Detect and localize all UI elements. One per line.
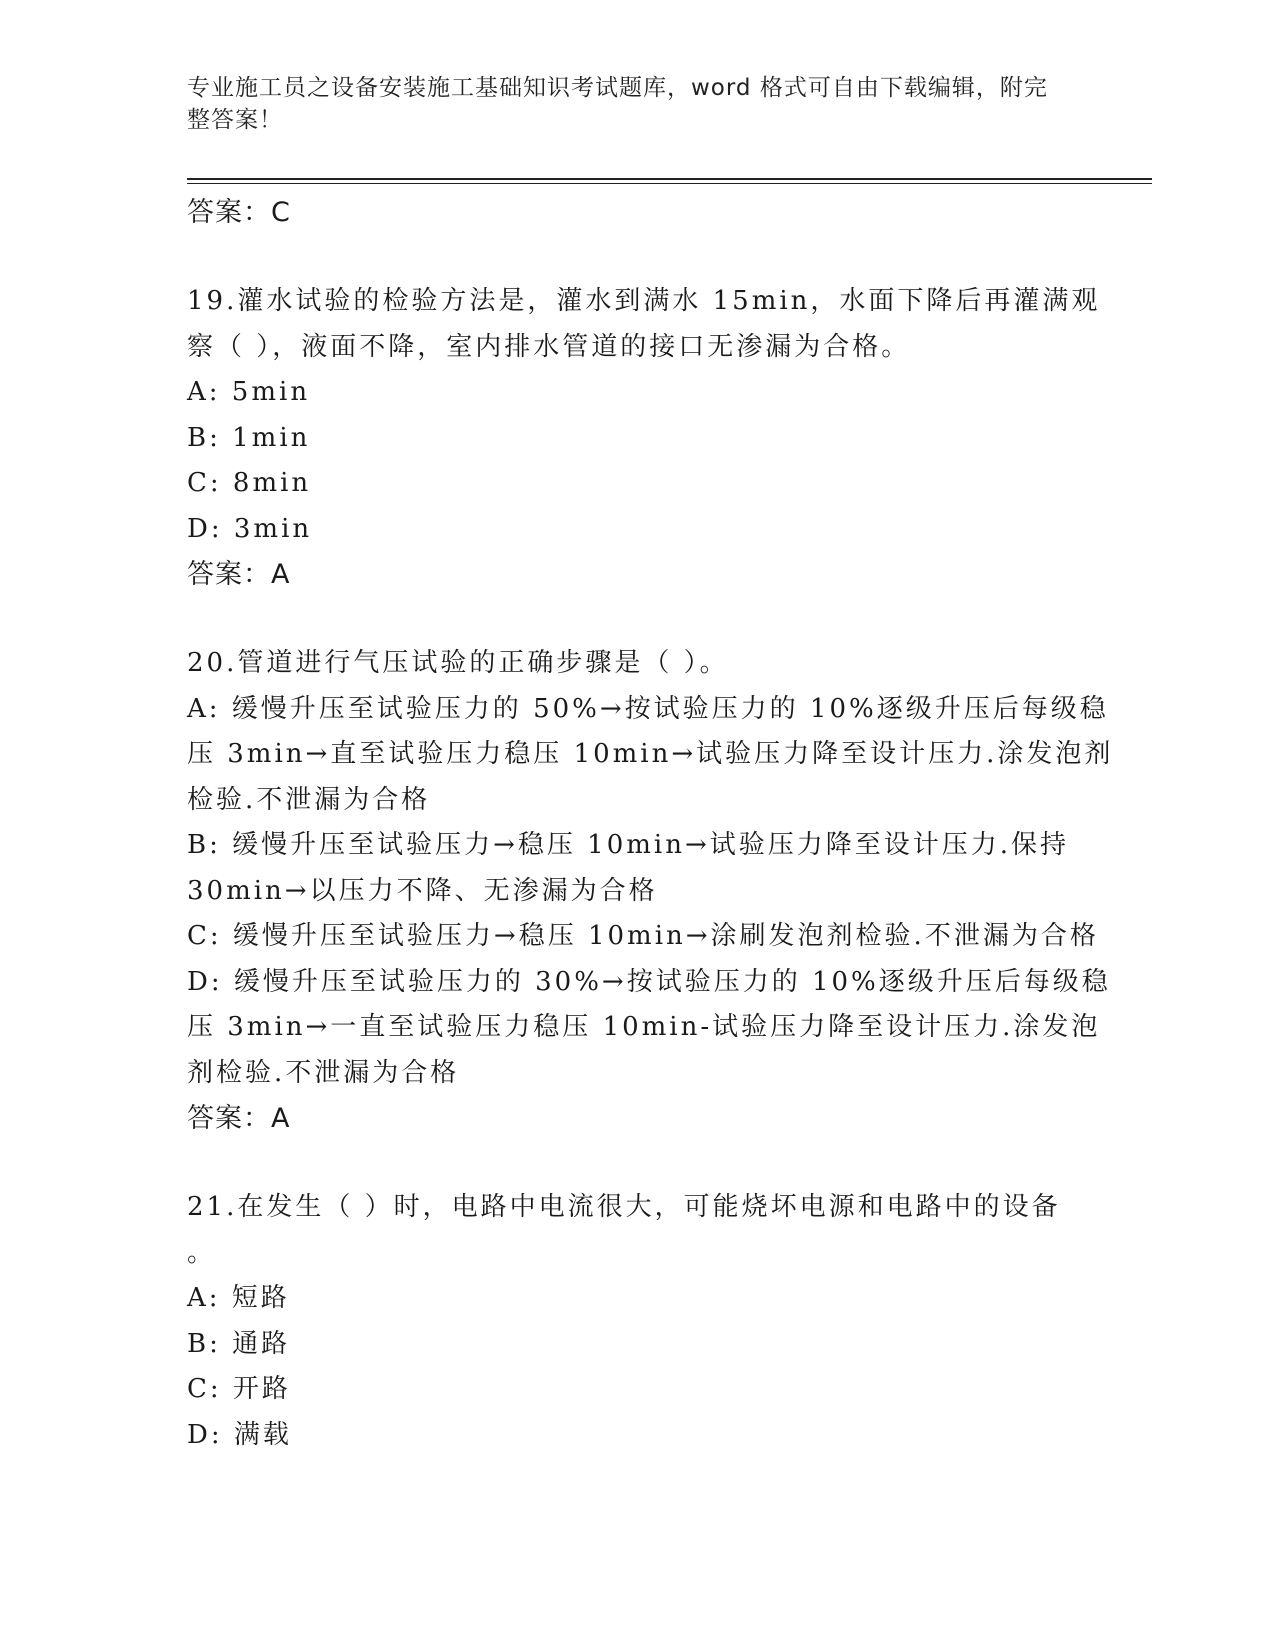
option-b-continued: 30min→以压力不降、无渗漏为合格: [187, 875, 658, 906]
option-d: D: 3min: [187, 513, 313, 544]
question-text: 19.灌水试验的检验方法是，灌水到满水 15min，水面下降后再灌满观: [187, 286, 1101, 316]
option-a-continued: 检验.不泄漏为合格: [187, 784, 431, 815]
question-19: [187, 279, 1101, 598]
option-c: C: 8min: [187, 468, 312, 498]
header-divider-thick: [187, 178, 1152, 180]
header-divider-thin: [187, 183, 1152, 184]
option-c: C: 缓慢升压至试验压力→稳压 10min→涂刷发泡剂检验.不泄漏为合格: [187, 921, 1099, 951]
document-header: [187, 72, 1067, 136]
option-d: D: 缓慢升压至试验压力的 30%→按试验压力的 10%逐级升压后每级稳: [187, 966, 1111, 997]
option-b: B: 1min: [187, 422, 311, 453]
option-d: D: 满载: [187, 1419, 292, 1450]
question-list: [187, 190, 1114, 1458]
question-text: 20.管道进行气压试验的正确步骤是（ ）。: [187, 648, 729, 678]
question-text: 。: [187, 1237, 217, 1268]
header-line-2: 整答案！: [187, 107, 283, 133]
option-a: A: 5min: [187, 377, 311, 407]
answer-label: 答案：C: [187, 197, 291, 228]
option-b: B: 通路: [187, 1328, 291, 1359]
option-d-continued: 压 3min→一直至试验压力稳压 10min-试验压力降至设计压力.涂发泡: [187, 1012, 1101, 1042]
option-a-continued: 压 3min→直至试验压力稳压 10min→试验压力降至设计压力.涂发泡剂: [187, 739, 1114, 769]
answer-label: 答案：A: [187, 559, 291, 590]
option-c: C: 开路: [187, 1374, 291, 1404]
question-21: [187, 1185, 1087, 1458]
option-a: A: 短路: [187, 1283, 290, 1313]
question-text: 21.在发生（ ）时，电路中电流很大，可能烧坏电源和电路中的设备: [187, 1192, 1061, 1222]
question-20: [187, 641, 1114, 1142]
header-line-1: 专业施工员之设备安装施工基础知识考试题库，word 格式可自由下载编辑，附完: [187, 75, 1048, 101]
option-a: A: 缓慢升压至试验压力的 50%→按试验压力的 10%逐级升压后每级稳: [187, 693, 1109, 724]
question-text: 察（ ），液面不降，室内排水管道的接口无渗漏为合格。: [187, 331, 911, 362]
option-b: B: 缓慢升压至试验压力→稳压 10min→试验压力降至设计压力.保持: [187, 830, 1070, 860]
answer-label: 答案：A: [187, 1103, 291, 1134]
option-d-continued: 剂检验.不泄漏为合格: [187, 1057, 460, 1088]
